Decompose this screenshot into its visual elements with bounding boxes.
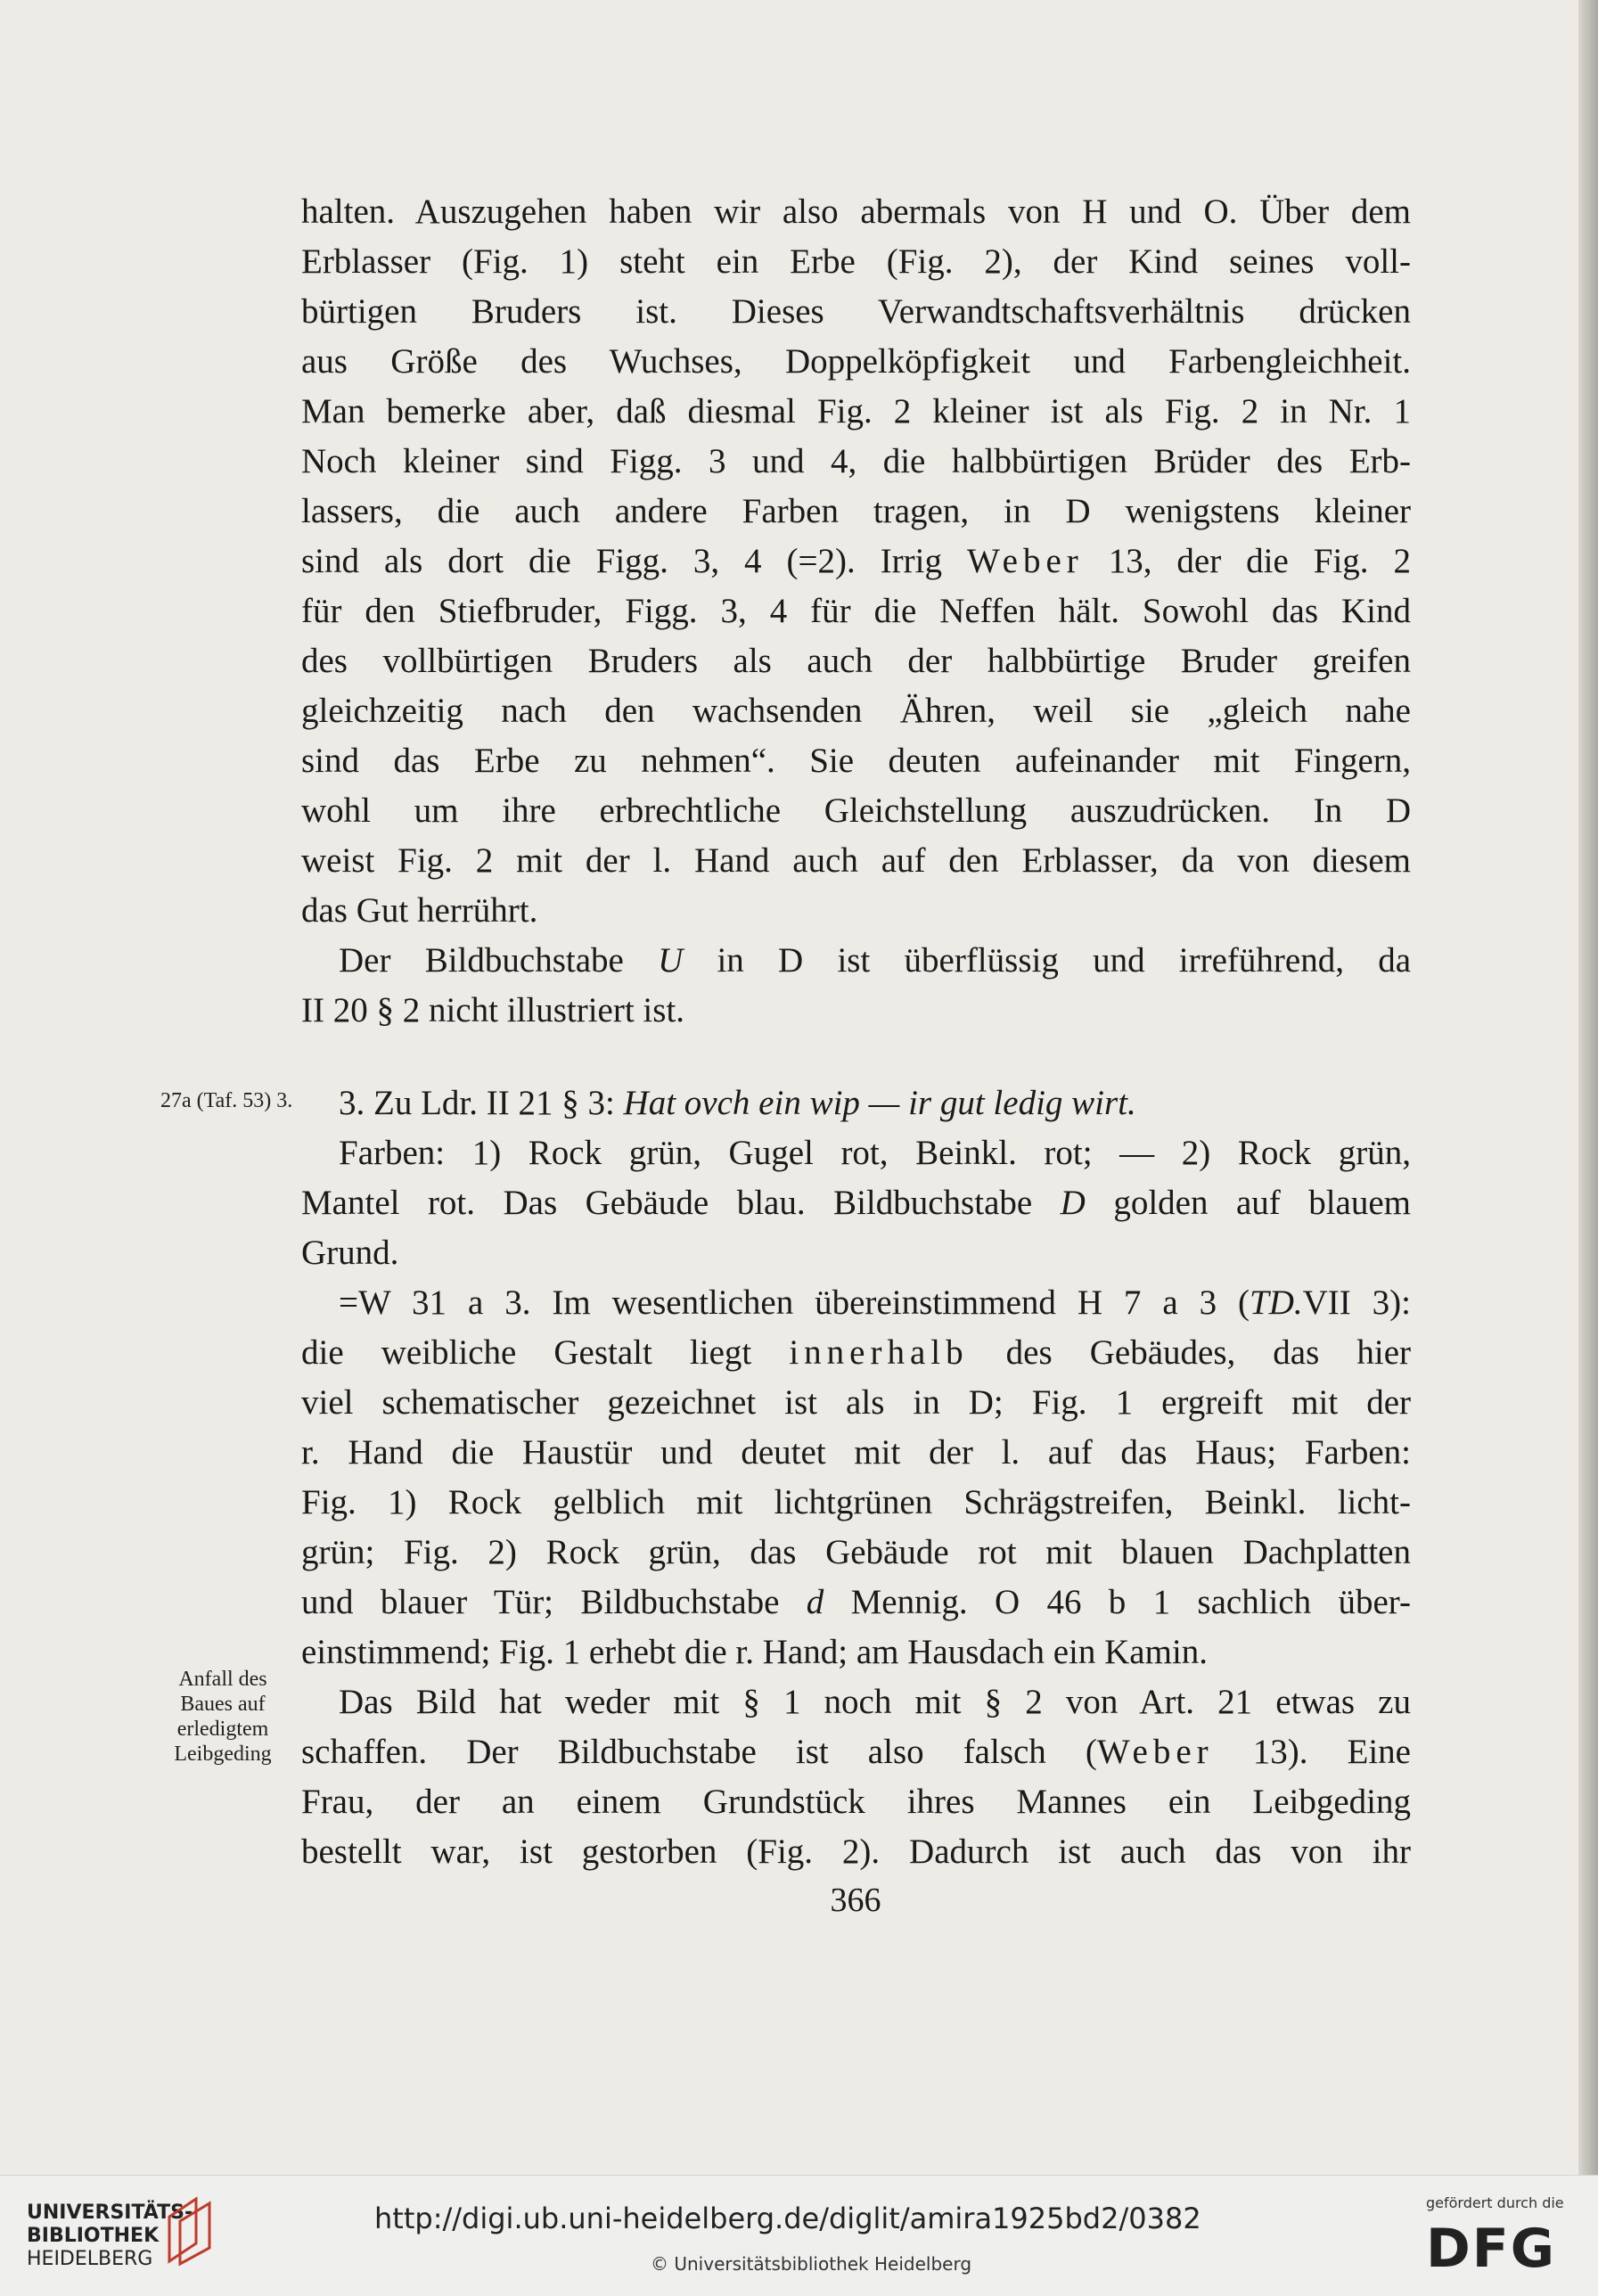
text-line: gleichzeitig nach den wachsenden Ähren, weil sie „gleich nahe <box>301 692 1411 730</box>
text-line: grün; Fig. 2) Rock grün, das Gebäude rot mit blauen Dachplatten <box>301 1533 1411 1571</box>
text-line: viel schematischer gezeichnet ist als in D; Fig. 1 ergreift mit der <box>301 1383 1411 1422</box>
body-text <box>301 187 1411 1036</box>
text-line: Frau, der an einem Grundstück ihres Mannes ein Leibgeding <box>301 1783 1411 1821</box>
dfg-logo: DFG <box>1426 2218 1557 2280</box>
text-line: des vollbürtigen Bruders als auch der halbbürtige Bruder greifen <box>301 642 1411 680</box>
page-number: 366 <box>830 1882 881 1919</box>
text-line: wohl um ihre erbrechtliche Gleichstellung auszudrücken. In D <box>301 791 1411 830</box>
text-line: Fig. 1) Rock gelblich mit lichtgrünen Schrägstreifen, Beinkl. licht- <box>301 1483 1411 1521</box>
text-line: =W 31 a 3. Im wesentlichen übereinstimmend H 7 a 3 (TD.VII 3): <box>339 1283 1411 1322</box>
text-line: halten. Auszugehen haben wir also abermals von H und O. Über dem <box>301 193 1411 231</box>
text-line: Mantel rot. Das Gebäude blau. Bildbuchstabe D golden auf blauem <box>301 1184 1412 1222</box>
section-heading: 3. Zu Ldr. II 21 § 3: Hat ovch ein wip — ir gut ledig wirt. <box>339 1084 1136 1122</box>
text-line: und blauer Tür; Bildbuchstabe d Mennig. O 46 b 1 sachlich über- <box>301 1583 1411 1621</box>
text-line: Grund. <box>301 1234 399 1272</box>
margin-reference: 27a (Taf. 53) 3. <box>160 1089 293 1112</box>
section-body <box>301 1078 1411 1877</box>
text-line: lassers, die auch andere Farben tragen, in D wenigstens kleiner <box>301 492 1411 530</box>
text-line: Man bemerke aber, daß diesmal Fig. 2 kleiner ist als Fig. 2 in Nr. 1 <box>301 392 1411 430</box>
text-line: Farben: 1) Rock grün, Gugel rot, Beinkl. rot; — 2) Rock grün, <box>339 1134 1411 1172</box>
text-line: weist Fig. 2 mit der l. Hand auch auf den Erblasser, da von diesem <box>301 841 1411 880</box>
text-line: Das Bild hat weder mit § 1 noch mit § 2 von Art. 21 etwas zu <box>339 1683 1411 1721</box>
text-line: Noch kleiner sind Figg. 3 und 4, die halbbürtigen Brüder des Erb- <box>301 442 1411 480</box>
text-line: r. Hand die Haustür und deutet mit der l. auf das Haus; Farben: <box>301 1433 1411 1472</box>
text-line: für den Stiefbruder, Figg. 3, 4 für die Neffen hält. Sowohl das Kind <box>301 592 1411 630</box>
copyright-notice: © Universitätsbibliothek Heidelberg <box>651 2253 972 2275</box>
footer-bar <box>0 2175 1598 2296</box>
text-line: sind das Erbe zu nehmen“. Sie deuten aufeinander mit Fingern, <box>301 742 1411 780</box>
text-line: bürtigen Bruders ist. Dieses Verwandtschaftsverhältnis drücken <box>301 292 1411 331</box>
scan-edge <box>1578 0 1598 2175</box>
text-line: einstimmend; Fig. 1 erhebt die r. Hand; am Hausdach ein Kamin. <box>301 1633 1209 1671</box>
permalink-url[interactable]: http://digi.ub.uni-heidelberg.de/diglit/amira1925bd2/0382 <box>374 2202 1201 2235</box>
text-line: Der Bildbuchstabe U in D ist überflüssig und irreführend, da <box>339 941 1411 980</box>
text-line: sind als dort die Figg. 3, 4 (=2). Irrig Weber 13, der die Fig. 2 <box>301 542 1411 580</box>
text-line: die weibliche Gestalt liegt innerhalb des Gebäudes, das hier <box>301 1333 1411 1372</box>
text-line: bestellt war, ist gestorben (Fig. 2). Dadurch ist auch das von ihr <box>301 1833 1411 1871</box>
funding-label: gefördert durch die <box>1426 2194 1564 2211</box>
text-line: schaffen. Der Bildbuchstabe ist also falsch (Weber 13). Eine <box>301 1733 1411 1771</box>
text-line: II 20 § 2 nicht illustriert ist. <box>301 991 685 1029</box>
text-line: das Gut herrührt. <box>301 891 538 930</box>
text-line: aus Größe des Wuchses, Doppelköpfigkeit und Farbengleichheit. <box>301 342 1411 381</box>
library-logo-icon <box>160 2194 223 2266</box>
author-name: Weber <box>966 542 1084 580</box>
text-line: Erblasser (Fig. 1) steht ein Erbe (Fig. 2), der Kind seines voll- <box>301 242 1411 281</box>
library-logo-text: UNIVERSITÄTS- BIBLIOTHEK HEIDELBERG <box>27 2202 193 2270</box>
margin-note: Anfall des Baues auf erledigtem Leibgeding <box>174 1668 272 1766</box>
